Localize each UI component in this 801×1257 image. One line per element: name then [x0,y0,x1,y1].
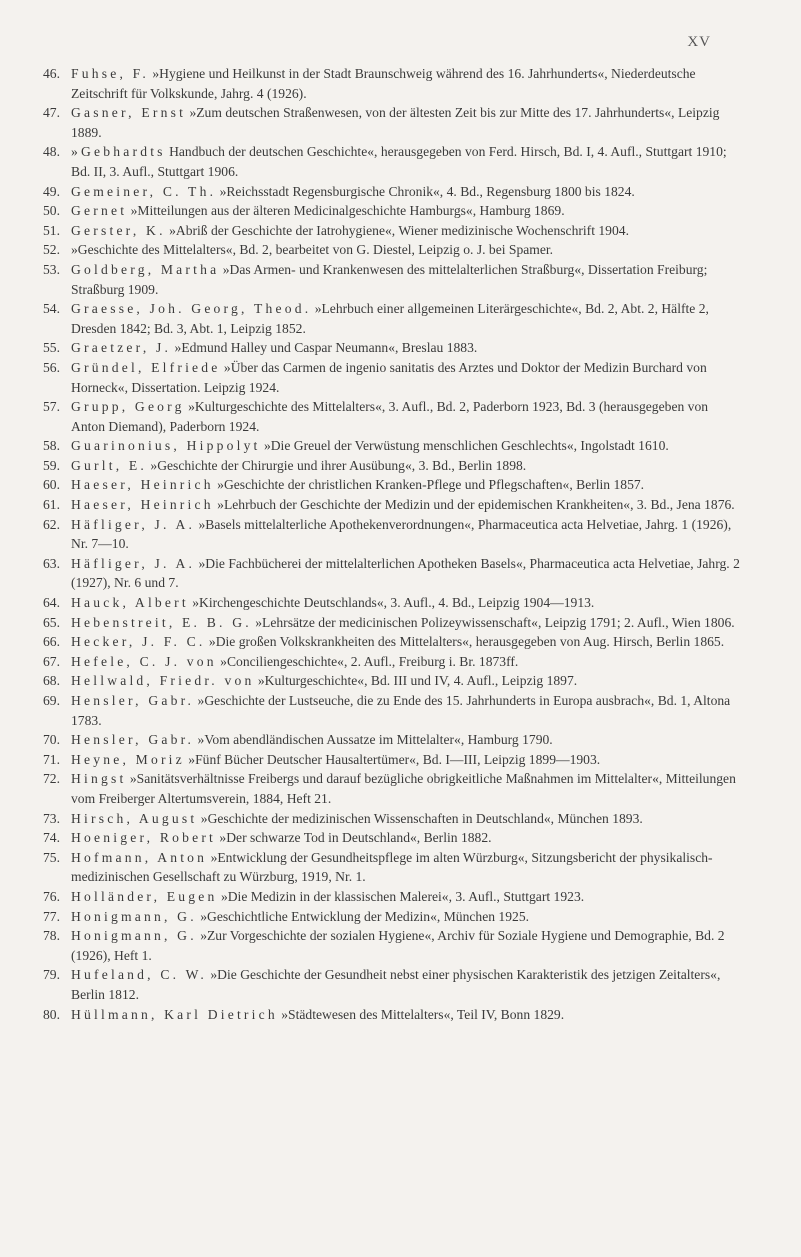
reference-author: Hellwald, Friedr. von [71,673,255,689]
reference-text: »Die Geschichte der Gesundheit nebst einer physischen Karakteristik des jetzigen Zeitalters«, Berlin 1812. [71,967,721,1002]
reference-text: »Kirchengeschichte Deutschlands«, 3. Aufl., 4. Bd., Leipzig 1904—1913. [188,595,595,611]
reference-author: Hebenstreit, E. B. G. [71,614,252,630]
reference-text: »Sanitätsverhältnisse Freibergs und darauf bezügliche obrigkeitliche Maßnahmen im Mittelalter«, Mitteilungen vom Freiberger Altertumsverein, 1884, Heft 21. [71,771,736,806]
reference-number: 66. [43,634,60,650]
reference-number: 69. [43,693,60,708]
reference-author: Gurlt, E. [71,457,147,473]
reference-text: »Die Fachbücherei der mittelalterlichen Apotheken Basels«, Pharmaceutica acta Helvetiae, Jahrg. 2 (1927), Nr. 6 und 7. [71,555,740,591]
reference-entry [43,652,743,672]
reference-number: 70. [43,732,60,748]
reference-author: Hensler, Gabr. [71,693,195,708]
reference-number: 79. [43,967,60,983]
reference-number: 48. [43,144,60,160]
reference-text: »Lehrsätze der medicinischen Polizeywissenschaft«, Leipzig 1791; 2. Aufl., Wien 1806. [251,614,735,630]
reference-text: »Die Greuel der Verwüstung menschlichen Geschlechts«, Ingolstadt 1610. [260,438,669,454]
reference-author: »Gebhardts [71,144,166,160]
reference-number: 76. [43,888,60,904]
reference-text: »Kulturgeschichte«, Bd. III und IV, 4. Aufl., Leipzig 1897. [254,673,578,689]
reference-number: 62. [43,516,60,532]
reference-text: »Lehrbuch der Geschichte der Medizin und der epidemischen Krankheiten«, 3. Bd., Jena 1876. [213,497,735,513]
reference-text: »Lehrbuch einer allgemeinen Literärgeschichte«, Bd. 2, Abt. 2, Hälfte 2, Dresden 1842; Bd. 3, Abt. 1, Leipzig 1852. [71,301,709,336]
reference-text: Handbuch der deutschen Geschichte«, herausgegeben von Ferd. Hirsch, Bd. I, 4. Aufl., Stuttgart 1910; Bd. II, 3. Aufl., Stuttgart 1906. [71,144,727,179]
reference-entry [43,456,743,476]
reference-author: Grupp, Georg [71,399,185,415]
reference-number: 64. [43,595,60,611]
reference-entry [43,358,743,397]
reference-number: 68. [43,673,60,689]
reference-author: Holländer, Eugen [71,888,218,904]
reference-number: 57. [43,399,60,415]
reference-entry [43,828,743,848]
reference-entry [43,64,743,103]
reference-entry [43,926,743,965]
reference-entry [43,750,743,770]
reference-number: 51. [43,222,60,238]
reference-text: »Geschichte des Mittelalters«, Bd. 2, bearbeitet von G. Diestel, Leipzig o. J. bei Spamer. [71,242,554,258]
reference-text: »Abriß der Geschichte der Iatrohygiene«, Wiener medizinische Wochenschrift 1904. [165,222,629,238]
reference-text: »Geschichte der Chirurgie und ihrer Ausübung«, 3. Bd., Berlin 1898. [147,457,527,473]
reference-author: Hefele, C. J. von [71,653,217,669]
reference-text: »Geschichte der christlichen Kranken-Pflege und Pflegschaften«, Berlin 1857. [213,477,645,493]
reference-author: Goldberg, Martha [71,261,220,277]
reference-entry [43,221,743,241]
reference-text: »Die Medizin in der klassischen Malerei«, 3. Aufl., Stuttgart 1923. [217,888,585,904]
reference-author: Gasner, Ernst [71,105,187,121]
reference-number: 71. [43,751,60,767]
reference-author: Häfliger, J. A. [71,516,196,532]
reference-entry [43,397,743,436]
reference-author: Heyne, Moriz [71,751,185,767]
reference-number: 67. [43,653,60,669]
reference-number: 55. [43,340,60,356]
reference-number: 80. [43,1006,60,1022]
reference-text: »Reichsstadt Regensburgische Chronik«, 4. Bd., Regensburg 1800 bis 1824. [216,183,635,199]
reference-text: »Der schwarze Tod in Deutschland«, Berlin 1882. [216,830,492,846]
reference-author: Fuhse, F. [71,66,149,81]
reference-number: 77. [43,908,60,924]
reference-author: Gründel, Elfriede [71,359,221,375]
page-number: XV [687,34,711,50]
reference-author: Hauck, Albert [71,595,189,611]
reference-number: 53. [43,261,60,277]
reference-author: Hecker, J. F. C. [71,634,206,650]
reference-number: 73. [43,810,60,826]
reference-number: 47. [43,105,60,121]
reference-text: »Basels mittelalterliche Apothekenverordnungen«, Pharmaceutica acta Helvetiae, Jahrg. 1 (1926), Nr. 7—10. [71,516,732,552]
reference-number: 58. [43,438,60,454]
reference-author: Honigmann, G. [71,908,197,924]
reference-entry [43,475,743,495]
reference-author: Hofmann, Anton [71,849,208,865]
reference-entry [43,965,743,1004]
reference-author: Haeser, Heinrich [71,497,214,513]
reference-text: »Geschichte der medizinischen Wissenschaften in Deutschland«, München 1893. [197,810,643,826]
reference-number: 72. [43,771,60,787]
reference-entry [43,907,743,927]
reference-entry [43,436,743,456]
reference-text: »Städtewesen des Mittelalters«, Teil IV, Bonn 1829. [277,1006,565,1022]
reference-author: Hingst [71,771,127,787]
reference-entry [43,730,743,750]
reference-number: 56. [43,359,60,375]
reference-number: 49. [43,183,60,199]
reference-text: »Mitteilungen aus der älteren Medicinalgeschichte Hamburgs«, Hamburg 1869. [127,203,565,219]
reference-number: 52. [43,242,60,258]
reference-author: Hensler, Gabr. [71,732,195,748]
reference-entry [43,671,743,691]
reference-entry [43,240,743,260]
reference-text: »Conciliengeschichte«, 2. Aufl., Freiburg i. Br. 1873ff. [216,653,519,669]
reference-text: »Die großen Volkskrankheiten des Mittelalters«, herausgegeben von Aug. Hirsch, Berlin 1865. [205,634,725,650]
reference-author: Hufeland, C. W. [71,967,207,983]
reference-number: 59. [43,457,60,473]
reference-text: »Zur Vorgeschichte der sozialen Hygiene«, Archiv für Soziale Hygiene und Demographie, Bd. 2 (1926), Heft 1. [71,928,725,963]
reference-entry [43,338,743,358]
reference-entry [43,299,743,338]
reference-number: 65. [43,614,60,630]
reference-entry [43,142,743,181]
reference-author: Hüllmann, Karl Dietrich [71,1006,278,1022]
reference-entry [43,260,743,299]
reference-number: 63. [43,555,60,571]
reference-text: »Vom abendländischen Aussatze im Mittelalter«, Hamburg 1790. [194,732,553,748]
reference-text: »Fünf Bücher Deutscher Hausaltertümer«, Bd. I—III, Leipzig 1899—1903. [184,751,601,767]
reference-author: Guarinonius, Hippolyt [71,438,261,454]
reference-entry [43,201,743,221]
reference-author: Haeser, Heinrich [71,477,214,493]
reference-author: Graesse, Joh. Georg, Theod. [71,301,312,317]
reference-author: Hirsch, August [71,810,198,826]
reference-number: 46. [43,66,60,81]
reference-entry [43,809,743,829]
reference-entry [43,495,743,515]
reference-author: Häfliger, J. A. [71,555,196,571]
reference-author: Gemeiner, C. Th. [71,183,217,199]
reference-author: Graetzer, J. [71,340,172,356]
reference-entry [43,593,743,613]
reference-text: »Das Armen- und Krankenwesen des mittelalterlichen Straßburg«, Dissertation Freiburg; Straßburg 1909. [71,261,708,297]
reference-author: Honigmann, G. [71,928,197,944]
reference-text: »Geschichtliche Entwicklung der Medizin«, München 1925. [196,908,530,924]
reference-entry [43,632,743,652]
reference-entry [43,887,743,907]
reference-entry [43,554,743,593]
reference-text: »Entwicklung der Gesundheitspflege im alten Würzburg«, Sitzungsbericht der physikalisch-medizinischen Gesellschaft zu Würzburg, 1919, Nr. 1. [71,849,713,885]
reference-number: 54. [43,301,60,317]
reference-entry [43,182,743,202]
reference-author: Hoeniger, Robert [71,830,217,846]
reference-text: »Geschichte der Lustseuche, die zu Ende des 15. Jahrhunderts in Europa ausbrach«, Bd. 1, Altona 1783. [71,693,731,728]
reference-number: 61. [43,497,60,513]
reference-entry [43,515,743,554]
reference-text: »Über das Carmen de ingenio sanitatis des Arztes und Doktor der Medizin Burchard von Horneck«, Dissertation. Leipzig 1924. [71,359,707,395]
reference-text: »Hygiene und Heilkunst in der Stadt Braunschweig während des 16. Jahrhunderts«, Niederdeutsche Zeitschrift für Volkskunde, Jahrg. 4 (1926). [71,66,696,101]
reference-entry [43,691,743,730]
reference-text: »Edmund Halley und Caspar Neumann«, Breslau 1883. [171,340,478,356]
reference-list [43,64,743,1024]
reference-number: 50. [43,203,60,219]
reference-author: Gernet [71,203,128,219]
reference-author: Gerster, K. [71,222,166,238]
reference-number: 74. [43,830,60,846]
reference-entry [43,1005,743,1025]
reference-entry [43,848,743,887]
reference-number: 78. [43,928,60,944]
reference-entry [43,769,743,808]
reference-entry [43,613,743,633]
reference-number: 60. [43,477,60,493]
reference-text: »Kulturgeschichte des Mittelalters«, 3. Aufl., Bd. 2, Paderborn 1923, Bd. 3 (herausgegeben von Anton Diemand), Paderborn 1924. [71,399,709,434]
reference-entry [43,103,743,142]
reference-number: 75. [43,849,60,865]
reference-text: »Zum deutschen Straßenwesen, von der ältesten Zeit bis zur Mitte des 17. Jahrhunderts«, Leipzig 1889. [71,105,720,140]
